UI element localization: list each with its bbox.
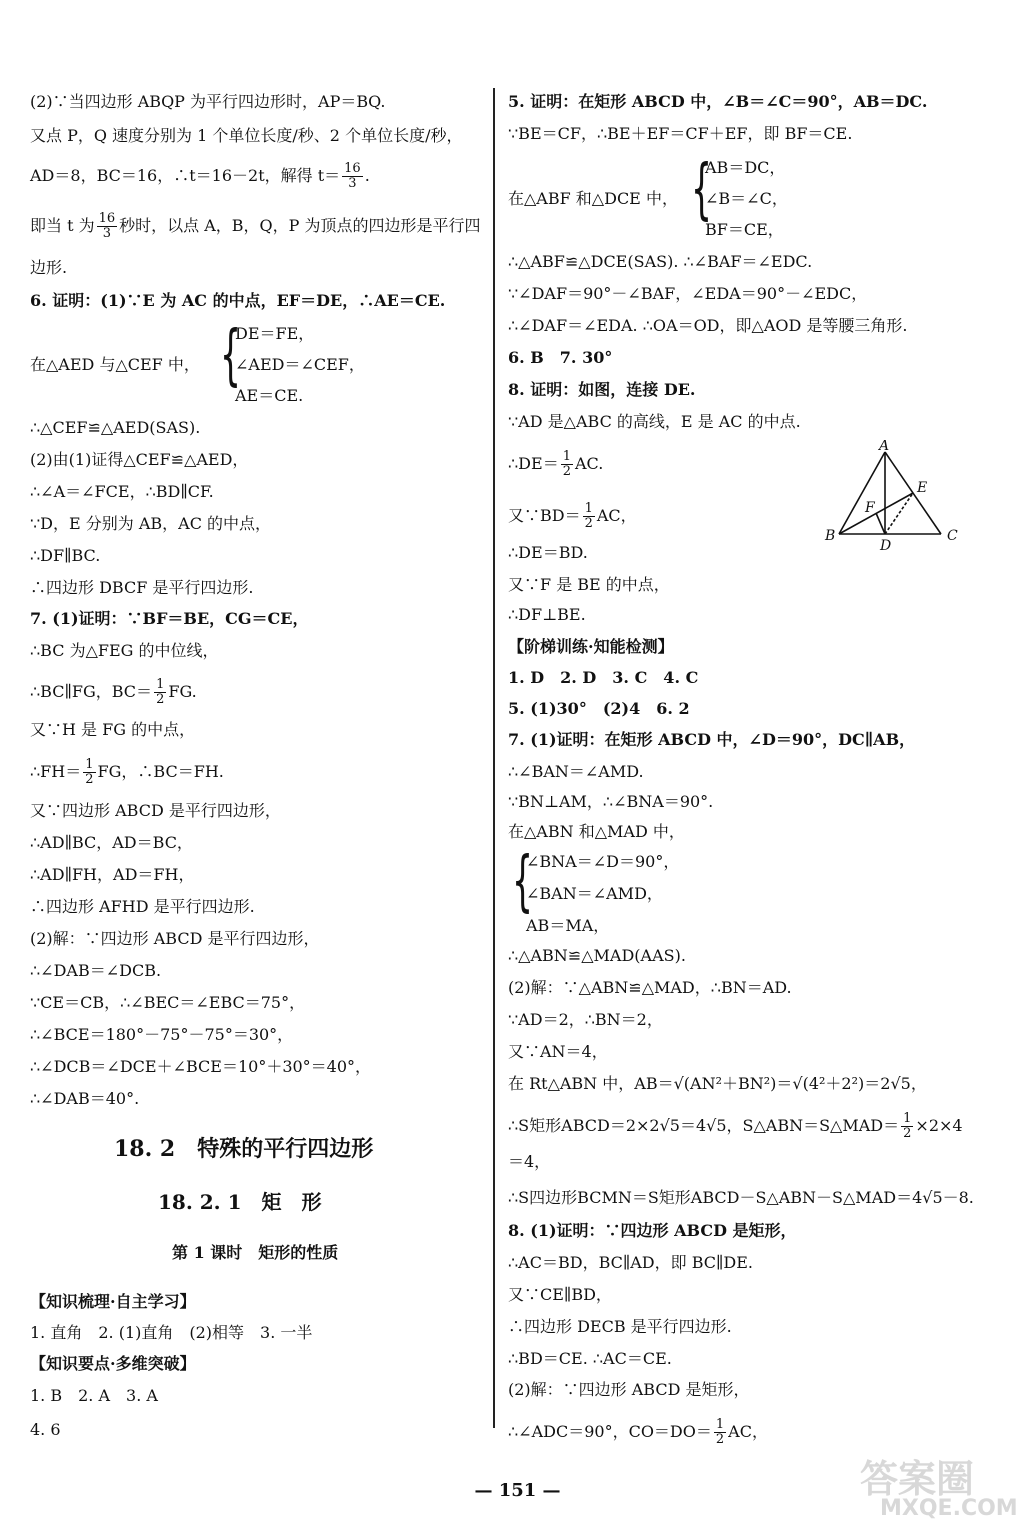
text-line: ∵BE＝CF，∴BE＋EF＝CF＋EF，即 BF＝CE. xyxy=(508,124,853,143)
segment-de xyxy=(885,493,913,534)
text-line: ∴四边形 DECB 是平行四边形. xyxy=(508,1317,732,1336)
text-line: ∴BC 为△FEG 的中位线， xyxy=(30,641,219,660)
text-line: ∴AD∥FH，AD＝FH， xyxy=(30,865,195,884)
text-line: ∴∠BAN＝∠AMD. xyxy=(508,762,644,781)
text-line: ∴DF⊥BE. xyxy=(508,605,586,624)
text-line: ∵AD＝2，∴BN＝2， xyxy=(508,1010,663,1029)
text-line: ∴S四边形BCMN＝S矩形ABCD－S△ABN－S△MAD＝4√5－8. xyxy=(508,1188,974,1207)
text-line: ∵∠DAF＝90°－∠BAF，∠EDA＝90°－∠EDC， xyxy=(508,284,868,303)
text-line: 8. (1)证明：∵四边形 ABCD 是矩形， xyxy=(508,1221,797,1240)
text-line: DE＝FE， xyxy=(235,324,315,343)
text-line: 1. B 2. A 3. A xyxy=(30,1386,158,1405)
text-line: 5. 证明：在矩形 ABCD 中，∠B＝∠C＝90°，AB＝DC. xyxy=(508,92,928,111)
label-f: F xyxy=(865,500,875,516)
text-line: ∴△CEF≌△AED(SAS). xyxy=(30,418,201,437)
text-line: ∴DF∥BC. xyxy=(30,546,101,565)
section-heading: 18. 2 特殊的平行四边形 xyxy=(114,1136,374,1162)
text-line: ∴FH＝ $\frac{1}{2}$ FG，∴BC＝FH. xyxy=(30,757,224,787)
fraction: $\frac{1}{2}$ xyxy=(584,501,593,531)
text-line: ∴△ABF≌△DCE(SAS). ∴∠BAF＝∠EDC. xyxy=(508,252,813,271)
text-line: ∠B＝∠C， xyxy=(705,189,788,208)
text-line: ∴∠ADC＝90°，CO＝DO＝ $\frac{1}{2}$ AC， xyxy=(508,1417,768,1447)
text-line: 7. (1)证明：在矩形 ABCD 中，∠D＝90°，DC∥AB， xyxy=(508,730,916,749)
text-line: (2)解：∵四边形 ABCD 是平行四边形， xyxy=(30,929,320,948)
text-line: 又∵AN＝4， xyxy=(508,1042,608,1061)
text-line: ∴∠A＝∠FCE，∴BD∥CF. xyxy=(30,482,214,501)
text-line: 又∵BD＝ $\frac{1}{2}$ AC， xyxy=(508,501,637,531)
text-line: 又∵F 是 BE 的中点， xyxy=(508,575,670,594)
subsection-heading: 18. 2. 1 矩 形 xyxy=(158,1190,322,1214)
segment-df xyxy=(876,513,885,534)
text-line: 在△AED 与△CEF 中， xyxy=(30,355,200,374)
text-line: 又点 P，Q 速度分别为 1 个单位长度/秒、2 个单位长度/秒， xyxy=(30,126,463,145)
label-c: C xyxy=(947,528,958,544)
text-line: ∵D，E 分别为 AB，AC 的中点， xyxy=(30,514,272,533)
text-line: AD＝8，BC＝16，∴t＝16－2t，解得 t＝ $\frac{16}{3}$ . xyxy=(30,161,370,191)
column-divider xyxy=(493,88,495,1428)
text-line: ∠AED＝∠CEF， xyxy=(235,355,365,374)
fraction: $\frac{1}{2}$ xyxy=(715,1417,725,1447)
text-line: 1. 直角 2. (1)直角 (2)相等 3. 一半 xyxy=(30,1323,313,1342)
subheading: 【阶梯训练·知能检测】 xyxy=(508,637,674,656)
text-line: ∴∠BCE＝180°－75°－75°＝30°， xyxy=(30,1025,294,1044)
fraction: $\frac{1}{2}$ xyxy=(562,449,571,479)
fraction: $\frac{1}{2}$ xyxy=(903,1111,912,1141)
text-line: ∠BAN＝∠AMD， xyxy=(526,884,663,903)
watermark-logo: 答案圈 xyxy=(860,1457,975,1501)
text-line: ∴BC∥FG，BC＝ $\frac{1}{2}$ FG. xyxy=(30,677,197,707)
text-line: 在△ABN 和△MAD 中， xyxy=(508,822,685,841)
fraction: $\frac{16}{3}$ xyxy=(98,211,116,241)
text-line: 又∵四边形 ABCD 是平行四边形， xyxy=(30,801,281,820)
text-line: 1. D 2. D 3. C 4. C xyxy=(508,668,699,687)
text-line: ∴AD∥BC，AD＝BC， xyxy=(30,833,193,852)
label-d: D xyxy=(880,538,892,554)
text-line: ∵CE＝CB，∴∠BEC＝∠EBC＝75°， xyxy=(30,993,306,1012)
text-line: ∵AD 是△ABC 的高线，E 是 AC 的中点. xyxy=(508,412,801,431)
text-line: ∴BD＝CE. ∴AC＝CE. xyxy=(508,1349,672,1368)
text-line: ∴四边形 AFHD 是平行四边形. xyxy=(30,897,255,916)
lesson-heading: 第 1 课时 矩形的性质 xyxy=(172,1243,339,1262)
fraction: $\frac{1}{2}$ xyxy=(85,757,94,787)
label-b: B xyxy=(825,528,836,544)
label-a: A xyxy=(879,440,890,454)
text-line: 在△ABF 和△DCE 中， xyxy=(508,189,678,208)
text-line: ∴S矩形ABCD＝2×2√5＝4√5，S△ABN＝S△MAD＝ $\frac{1}{2}$ ×2×4 xyxy=(508,1111,963,1141)
subheading: 【知识梳理·自主学习】 xyxy=(30,1292,196,1311)
fraction: $\frac{16}{3}$ xyxy=(344,161,361,191)
text-line: 又∵CE∥BD， xyxy=(508,1285,612,1304)
text-line: (2)解：∵△ABN≌△MAD，∴BN＝AD. xyxy=(508,978,792,997)
text-line: ∴AC＝BD，BC∥AD，即 BC∥DE. xyxy=(508,1253,754,1272)
text-line: ∴∠DAF＝∠EDA. ∴OA＝OD，即△AOD 是等腰三角形. xyxy=(508,316,908,335)
text-line: ∴DE＝ $\frac{1}{2}$ AC. xyxy=(508,449,604,479)
text-line: ∴DE＝BD. xyxy=(508,543,588,562)
text-line: 即当 t 为 $\frac{16}{3}$ 秒时，以点 A，B，Q，P 为顶点的四边形是平行四 xyxy=(30,211,481,241)
text-line: ∴△ABN≌△MAD(AAS). xyxy=(508,946,686,965)
text-line: ∴∠DCB＝∠DCE＋∠BCE＝10°＋30°＝40°， xyxy=(30,1057,372,1076)
text-line: AB＝MA， xyxy=(526,916,610,935)
text-line: BF＝CE， xyxy=(705,220,784,239)
text-line: 6. B 7. 30° xyxy=(508,348,613,367)
text-line: 5. (1)30° (2)4 6. 2 xyxy=(508,699,690,718)
brace: { xyxy=(512,842,533,919)
text-line: AB＝DC， xyxy=(705,158,786,177)
text-line: 7. (1)证明：∵BF＝BE，CG＝CE， xyxy=(30,609,309,628)
text-line: 又∵H 是 FG 的中点， xyxy=(30,720,196,739)
page-number: — 151 — xyxy=(474,1480,561,1501)
brace: { xyxy=(220,316,241,393)
text-line: ∴四边形 DBCF 是平行四边形. xyxy=(30,578,254,597)
text-line: ∴∠DAB＝40°. xyxy=(30,1089,140,1108)
label-e: E xyxy=(917,480,928,496)
text-line: ∵BN⊥AM，∴∠BNA＝90°. xyxy=(508,792,714,811)
text-line: 6. 证明：(1)∵E 为 AC 的中点，EF＝DE，∴AE＝CE. xyxy=(30,291,446,310)
text-line: (2)解：∵四边形 ABCD 是矩形， xyxy=(508,1380,750,1399)
text-line: 在 Rt△ABN 中，AB＝√(AN²＋BN²)＝√(4²＋2²)＝2√5， xyxy=(508,1074,927,1093)
text-line: (2)由(1)证得△CEF≌△AED， xyxy=(30,450,249,469)
text-line: ∴∠DAB＝∠DCB. xyxy=(30,961,162,980)
text-line: ∠BNA＝∠D＝90°， xyxy=(526,852,680,871)
subheading: 【知识要点·多维突破】 xyxy=(30,1354,196,1373)
fraction: $\frac{1}{2}$ xyxy=(156,677,165,707)
text-line: 4. 6 xyxy=(30,1420,61,1439)
text-line: ＝4， xyxy=(508,1152,551,1171)
text-line: AE＝CE. xyxy=(235,386,304,405)
text-line: 边形. xyxy=(30,258,68,277)
text-line: 8. 证明：如图，连接 DE. xyxy=(508,380,696,399)
text-line: (2)∵当四边形 ABQP 为平行四边形时，AP＝BQ. xyxy=(30,92,386,111)
triangle-figure xyxy=(823,440,983,560)
brace: { xyxy=(691,150,712,227)
watermark-url: MXQE.COM xyxy=(880,1496,1018,1521)
